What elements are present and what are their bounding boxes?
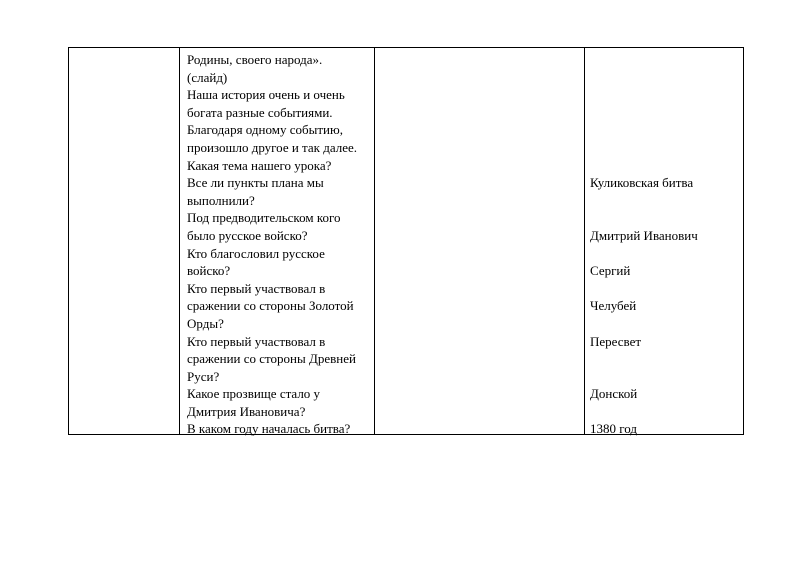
question-line: Какая тема нашего урока? — [187, 157, 332, 173]
teacher-questions-cell — [187, 51, 357, 438]
answer-line — [590, 51, 698, 69]
question-line: (слайд) — [187, 69, 228, 85]
answer-line — [590, 209, 698, 227]
answer-line — [590, 350, 698, 368]
answer-line — [590, 280, 698, 298]
question-line: Наша история очень и очень — [187, 87, 345, 103]
question-line: Родины, своего народа». — [187, 52, 323, 67]
question-line: богата разные событиями. — [187, 104, 333, 120]
question-line: В каком году началась битва? — [187, 421, 351, 437]
question-line: Все ли пункты плана мы — [187, 175, 324, 191]
question-line: произошло другое и так далее. — [187, 139, 358, 155]
answer-line: Сергий — [590, 263, 631, 279]
answer-line: Донской — [590, 386, 638, 402]
column-divider — [584, 48, 585, 434]
answer-line: Дмитрий Иванович — [590, 227, 698, 243]
question-line: Кто первый участвовал в — [187, 333, 326, 349]
question-line: Благодаря одному событию, — [187, 122, 343, 138]
answer-line: Пересвет — [590, 333, 642, 349]
question-line: Дмитрия Ивановича? — [187, 403, 306, 419]
student-answers-cell — [590, 51, 698, 438]
answer-line — [590, 86, 698, 104]
question-line: войско? — [187, 263, 231, 279]
answer-line — [590, 403, 698, 421]
question-line: сражении со стороны Золотой — [187, 298, 354, 314]
answer-line — [590, 315, 698, 333]
answer-line — [590, 157, 698, 175]
answer-line — [590, 121, 698, 139]
answer-line — [590, 245, 698, 263]
column-divider — [374, 48, 375, 434]
answer-line — [590, 104, 698, 122]
lesson-table — [68, 47, 744, 435]
answer-line: Куликовская битва — [590, 175, 694, 191]
question-line: было русское войско? — [187, 227, 308, 243]
question-line: Орды? — [187, 315, 224, 331]
question-line: выполнили? — [187, 192, 255, 208]
answer-line: 1380 год — [590, 421, 637, 437]
question-line: Кто благословил русское — [187, 245, 325, 261]
question-line: Кто первый участвовал в — [187, 280, 326, 296]
answer-line — [590, 368, 698, 386]
answer-line — [590, 69, 698, 87]
column-divider — [179, 48, 180, 434]
question-line: сражении со стороны Древней — [187, 351, 356, 367]
answer-line: Челубей — [590, 298, 637, 314]
question-line: Под предводительском кого — [187, 210, 341, 226]
answer-line — [590, 192, 698, 210]
question-line: Руси? — [187, 368, 220, 384]
question-line: Какое прозвище стало у — [187, 386, 321, 402]
answer-line — [590, 139, 698, 157]
